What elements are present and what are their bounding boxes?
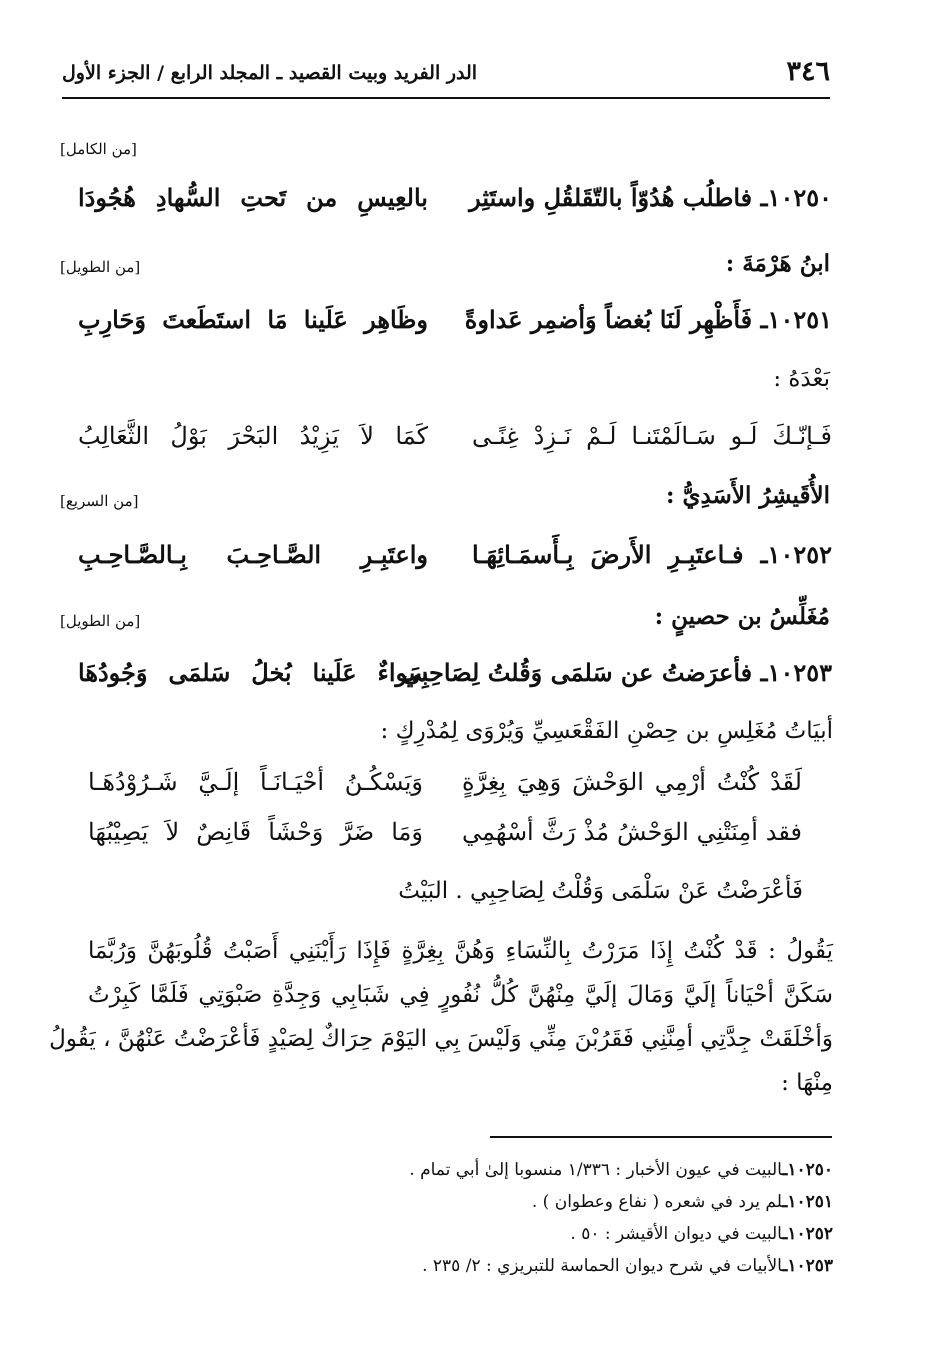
footnotes: [409, 1160, 833, 1288]
verse-first-hemistich: [464, 305, 832, 334]
footnote-text: الأبيات في شرح ديوان الحماسة للتبريزي : ٢/ ٢٣٥ .: [422, 1256, 783, 1276]
meter-label: [من الطويل]: [60, 258, 141, 276]
verse-text: فاطلُب هُدُوّاً بالتّقَلقُلِ واستَثِر: [469, 183, 753, 212]
verse-second-hemistich: وظَاهِر عَلَينا مَا استَطَعتَ وَحَارِبِ: [78, 305, 428, 334]
verse-after-10251: [58, 422, 832, 468]
verse-text: فأعرَضتُ عن سَلمَى وَقُلتُ لِصَاحِبِي: [401, 658, 753, 687]
paragraph-line: سَكَنَّ أحْيَاناً إلَيَّ وَمَالَ إلَيَّ مِنْهُنَّ كُلُّ نُفُورٍ فِي شَبَابِي وَجِدَّةِ صَبْوَتِي فَلَمَّا كَبِرْتُ: [88, 982, 833, 1008]
footnote: [409, 1192, 833, 1224]
poet-name: ابنُ هَرْمَةَ :: [725, 250, 830, 277]
paragraph-line: يَقُولُ : قَدْ كُنْتُ إِذَا مَرَرْتُ بِالنِّسَاءِ وَهُنَّ بِغِرَّةٍ فَإِذَا رَأَيْنَنِي أَصَبْتُ قُلُوبَهُنَّ وَرُبَّمَا: [88, 938, 833, 964]
verse-first-hemistich: فقد أمِنَتْنِي الوَحْشُ مُذْ رَثَّ أسْهُمِي: [462, 818, 802, 846]
footnote-text: البيت في عيون الأخبار : ١/٣٣٦ منسوبا إلىٰ أبي تمام .: [409, 1160, 783, 1180]
verse-second-hemistich: بالعِيسِ من تَحتِ السُّهادِ هُجُودَا: [78, 183, 428, 212]
repeat-line: فَأعْرَضْتُ عَنْ سَلْمَى وَقُلْتُ لِصَاحِبِي . البَيْتُ: [398, 878, 803, 904]
verse-second-hemistich: واعتَبِـرِ الصَّـاحِـبَ بِـالصَّـاحِـبِ: [78, 540, 428, 569]
footnote-text: لم يرد في شعره ( نفاع وعطوان ) .: [531, 1192, 783, 1212]
verse-number: ١٠٢٥٠ـ: [760, 183, 832, 212]
verse-first-hemistich: [469, 183, 832, 212]
verse-number: ١٠٢٥٣ـ: [760, 658, 832, 687]
footnote: [409, 1160, 833, 1192]
meter-label: [من الطويل]: [60, 612, 141, 630]
verse-first-hemistich: [472, 540, 832, 569]
intro-line: أبيَاتُ مُغَلِسِ بن حِصْنِ الفَقْعَسِيِّ وَيُرْوَى لِمُدْرِكٍ :: [380, 718, 833, 744]
footnote-rule: [490, 1136, 832, 1138]
commentary-paragraph: [49, 938, 833, 1114]
verse-10252: [58, 540, 832, 586]
verse-number: ١٠٢٥٢ـ: [760, 540, 832, 569]
poet-name: مُغَلِّسُ بن حصينٍ :: [654, 603, 830, 630]
verse-second-hemistich: وَيَسْكُـنُ أحْيَـانَـاً إلَـيَّ شَـرُوْدُهَـا: [88, 768, 423, 796]
header-rule: [62, 97, 830, 99]
verse-second-hemistich: كَمَا لاَ يَزِيْدُ البَحْرَ بَوْلُ الثَّعَالِبُ: [78, 422, 428, 450]
verse-second-hemistich: وَمَا ضَرَّ وَحْشَاً قَانِصٌ لاَ يَصِيْبُهَا: [88, 818, 423, 846]
commentary-verse-1: [88, 768, 832, 814]
footnote-number: ١٠٢٥٢ـ: [782, 1224, 833, 1244]
running-title: الدر الفريد وبيت القصيد ـ المجلد الرابع / الجزء الأول: [62, 62, 478, 84]
footnote-text: البيت في ديوان الأقيشر : ٥٠ .: [570, 1224, 783, 1244]
footnote-number: ١٠٢٥١ـ: [782, 1192, 833, 1212]
commentary-verse-2: [88, 818, 832, 864]
paragraph-line: وَأخْلَقَتْ جِدَّتِي أمِنَّنِي فَقَرُبْنَ مِنِّي وَلَيْسَ بِي اليَوْمَ حِرَاكٌ لِصَيْدٍ فَأعْرَضْتُ عَنْهُنَّ ، يَقُولُ: [49, 1026, 833, 1052]
paragraph-line: مِنْهَا :: [781, 1070, 833, 1096]
verse-text: فَأَظْهِر لَنَا بُغضاً وَأضمِر عَداوةً: [464, 305, 753, 334]
verse-10253: [58, 658, 832, 704]
meter-label: [من السريع]: [60, 492, 139, 510]
footnote-number: ١٠٢٥٠ـ: [782, 1160, 833, 1180]
footnote-number: ١٠٢٥٣ـ: [782, 1256, 833, 1276]
following-label: بَعْدَهُ :: [773, 366, 830, 392]
verse-first-hemistich: لَقَدْ كُنْتُ أرْمِي الوَحْشَ وَهِيَ بِغِرَّةٍ: [462, 768, 802, 796]
page-number: ٣٤٦: [786, 56, 830, 87]
footnote: [409, 1224, 833, 1256]
verse-second-hemistich: سَواءٌ عَلَينا بُخلُ سَلمَى وَجُودُهَا: [78, 658, 428, 687]
verse-text: فـاعتَبِـرِ الأَرضَ بِـأَسمَـائِهَـا: [472, 540, 744, 569]
page-header: [62, 52, 830, 96]
verse-number: ١٠٢٥١ـ: [760, 305, 832, 334]
verse-10250: [58, 183, 832, 229]
verse-first-hemistich: [401, 658, 832, 687]
poet-name: الأُقَيشِرُ الأَسَدِيُّ :: [665, 482, 830, 509]
verse-first-hemistich: فَـإنّـكَ لَـو سَـالَمْتَنـا لَـمْ نَـزِدْ غِنًـى: [472, 422, 832, 450]
verse-10251: [58, 305, 832, 351]
meter-label: [من الكامل]: [60, 140, 137, 158]
footnote: [409, 1256, 833, 1288]
